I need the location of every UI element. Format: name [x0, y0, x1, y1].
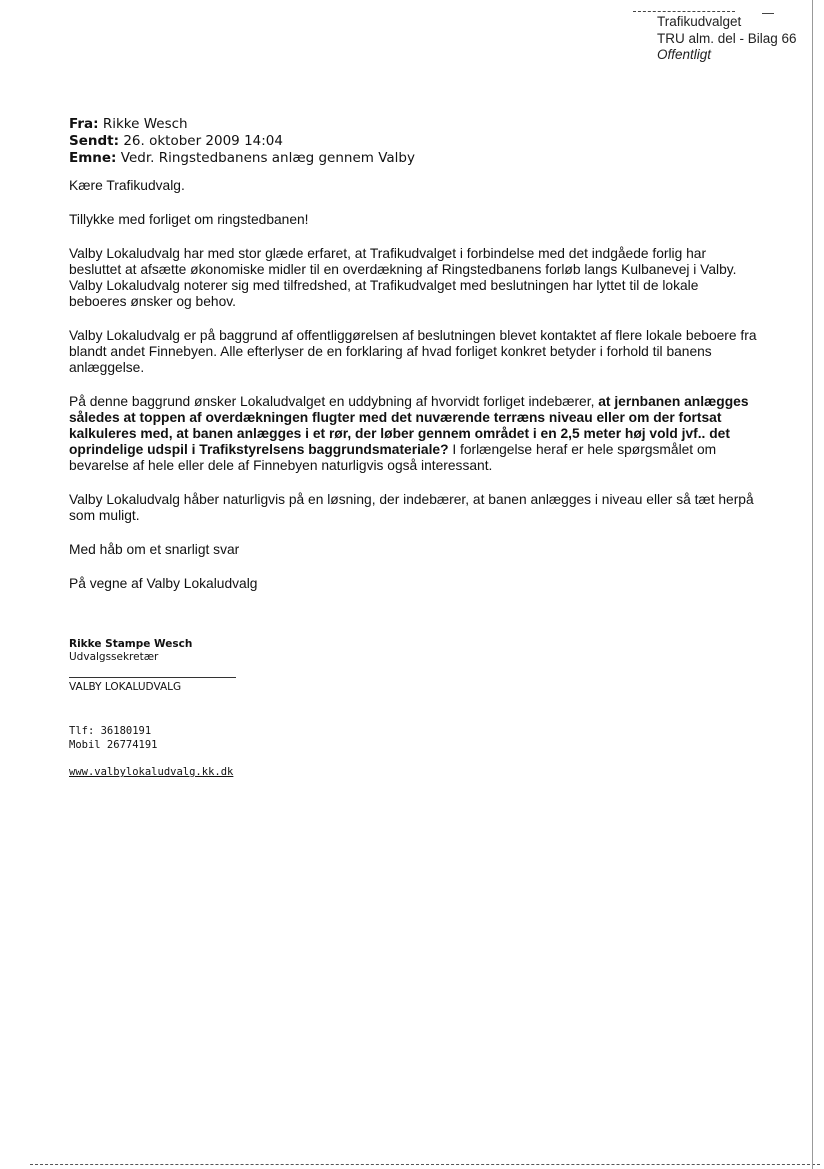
- header-sent: [69, 133, 415, 150]
- signature-rule: [69, 677, 236, 678]
- paragraph-reply: Med håb om et snarligt svar: [69, 542, 240, 557]
- letter-body: [69, 178, 759, 610]
- website-link[interactable]: www.valbylokaludvalg.kk.dk: [69, 766, 234, 778]
- signature-name: Rikke Stampe Wesch: [69, 638, 193, 650]
- signature-block: [69, 638, 192, 664]
- header-from: [69, 116, 415, 133]
- scan-right-edge: [812, 0, 813, 1169]
- sent-value: 26. oktober 2009 14:04: [123, 133, 283, 149]
- question-intro: På denne baggrund ønsker Lokaludvalget en uddybning af hvorvidt forliget indebærer,: [69, 394, 599, 409]
- contact-info: [69, 724, 158, 752]
- question-bold: at jernbanen anlægges således at toppen af overdækningen flugter med det nuværende terræns niveau eller om der fortsat kalkuleres med, at banen anlægges i et rør, der løber gennem området i en 2,5 meter høj vold jvf.. det oprindelige udspil i Trafikstyrelsens baggrundsmateriale?: [69, 394, 749, 457]
- document-stamp: [657, 14, 797, 64]
- signature-org: VALBY LOKALUDVALG: [69, 681, 182, 693]
- header-subject: [69, 150, 415, 167]
- stamp-committee: Trafikudvalget: [657, 14, 742, 29]
- stamp-status: Offentligt: [657, 47, 712, 62]
- paragraph-behalf: På vegne af Valby Lokaludvalg: [69, 576, 258, 591]
- sent-label: Sendt:: [69, 133, 120, 149]
- subject-label: Emne:: [69, 150, 117, 166]
- signature-title: Udvalgssekretær: [69, 651, 159, 663]
- greeting: Kære Trafikudvalg.: [69, 178, 185, 193]
- subject-value: Vedr. Ringstedbanens anlæg gennem Valby: [120, 150, 415, 166]
- contact-phone: Tlf: 36180191: [69, 725, 152, 737]
- paragraph-decision: Valby Lokaludvalg har med stor glæde erfaret, at Trafikudvalget i forbindelse med det indgåede forlig har besluttet at afsætte økonomiske midler til en overdækning af Ringstedbanens forløb langs Kulbanevej i Valby. Valby Lokaludvalg noterer sig med tilfredshed, at Trafikudvalget med beslutningen har lyttet til de lokale beboeres ønsker og behov.: [69, 246, 737, 309]
- email-header: [69, 116, 415, 167]
- question-end: I forlængelse heraf er hele spørgsmålet om bevarelse af hele eller dele af Finnebyen naturligvis også interessant.: [69, 442, 717, 473]
- stamp-reference: TRU alm. del - Bilag 66: [657, 30, 797, 46]
- paragraph-question: [69, 394, 759, 474]
- paragraph-hope: Valby Lokaludvalg håber naturligvis på en løsning, der indebærer, at banen anlægges i niveau eller så tæt herpå som muligt.: [69, 492, 754, 523]
- paragraph-congrats: Tillykke med forliget om ringstedbanen!: [69, 212, 309, 227]
- paragraph-contact: Valby Lokaludvalg er på baggrund af offentliggørelsen af beslutningen blevet kontaktet af flere lokale beboere fra blandt andet Finnebyen. Alle efterlyser de en forklaring af hvad forliget konkret betyder i forhold til banens anlæggelse.: [69, 328, 757, 375]
- from-value: Rikke Wesch: [102, 116, 188, 132]
- from-label: Fra:: [69, 116, 99, 132]
- contact-mobile: Mobil 26774191: [69, 739, 158, 751]
- scan-bottom-rule: [30, 1164, 820, 1165]
- stamp-dashed-rule: [633, 11, 735, 12]
